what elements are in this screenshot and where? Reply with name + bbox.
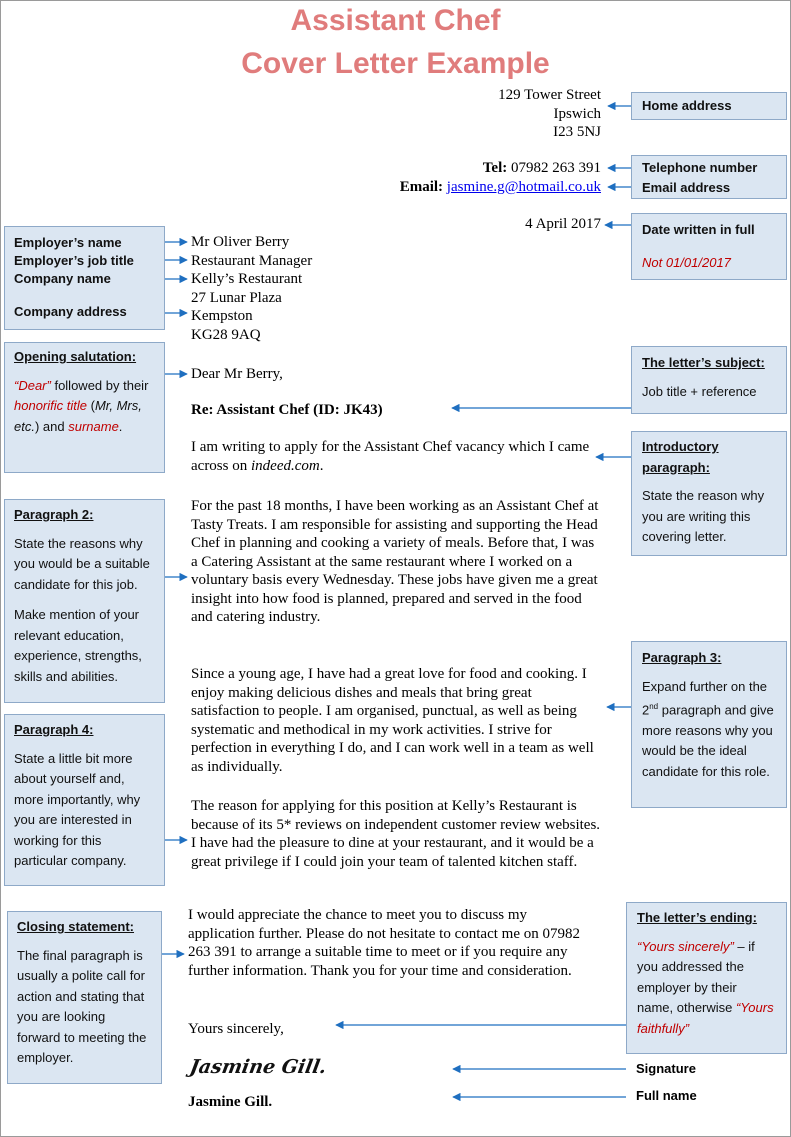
email-label: Email: xyxy=(399,179,444,195)
opening-examples: Mr, Mrs, etc. xyxy=(14,398,142,434)
email-link[interactable]: jasmine.g@hotmail.co.uk xyxy=(446,179,601,195)
opening-end: . xyxy=(118,418,123,434)
p4-text: State a little bit more about yourself and, more importantly, why you are interested in working for this particular company. xyxy=(14,750,141,868)
address-line: I23 5NJ xyxy=(553,124,601,140)
p3-sup: nd xyxy=(649,702,659,711)
email-address-label: Email address xyxy=(642,180,731,195)
ending-mid: – if you addressed the employer by their name, otherwise xyxy=(637,938,755,1015)
closing-paragraph: I would appreciate the chance to meet you to discuss my application further. Please do not hesitate to contact me on 07982 263 391 to arrange a suitable time to meet or if you require any further information. Thank you for your time and consideration. xyxy=(188,907,580,979)
opening-examples-open: ( xyxy=(86,398,95,413)
opening-examples-close: ) and xyxy=(34,418,69,434)
intro-text: State the reason why you are writing this covering letter. xyxy=(642,488,765,544)
recipient-line: KG28 9AQ xyxy=(191,326,261,343)
opening-surname: surname xyxy=(68,418,119,434)
recipient-line: Mr Oliver Berry xyxy=(191,234,290,250)
employer-job-title-label: Employer’s job title xyxy=(14,253,134,268)
p3-text-b: paragraph and give more reasons why you would be the ideal candidate for this role. xyxy=(642,702,774,779)
subject-line: Re: Assistant Chef (ID: JK43) xyxy=(191,402,383,418)
ending-heading: The letter’s ending: xyxy=(637,910,757,925)
opening-followed-by: followed by their xyxy=(50,377,149,393)
opening-dear: “Dear” xyxy=(14,377,51,393)
opening-honorific: honorific title xyxy=(14,398,87,413)
home-address-label: Home address xyxy=(642,98,732,113)
ending-q1: “Yours sincerely” xyxy=(637,938,734,954)
paragraph-4: The reason for applying for this position at Kelly’s Restaurant is because of its 5* reviews on independent customer review websites. I have had the pleasure to dine at your restaurant, and it would be a great privilege if I could join your team of talented kitchen staff. xyxy=(191,798,601,870)
signature-label: Signature xyxy=(636,1061,696,1076)
subject-heading: The letter’s subject: xyxy=(642,355,765,370)
p2-heading: Paragraph 2: xyxy=(14,507,94,522)
p4-heading: Paragraph 4: xyxy=(14,722,94,737)
intro-text: I am writing to apply for the Assistant Chef vacancy which I came across on xyxy=(191,439,590,474)
intro-heading: Introductory paragraph: xyxy=(642,439,719,475)
ending-q2: “Yours faithfully” xyxy=(637,1000,774,1036)
letter-date: 4 April 2017 xyxy=(525,216,601,232)
p3-heading: Paragraph 3: xyxy=(642,650,722,665)
closing-text: The final paragraph is usually a polite call for action and stating that you are looking forward to meeting the employer. xyxy=(17,947,147,1065)
subject-text: Job title + reference xyxy=(642,383,757,399)
employer-name-label: Employer’s name xyxy=(14,235,122,250)
tel-value: 07982 263 391 xyxy=(511,160,601,176)
p2-text-1: State the reasons why you would be a suitable candidate for this job. xyxy=(14,535,150,592)
date-heading: Date written in full xyxy=(642,222,755,237)
recipient-line: 27 Lunar Plaza xyxy=(191,289,282,306)
paragraph-3: Since a young age, I have had a great love for food and cooking. I enjoy making delicious dishes and meals that bring great satisfaction to people. I am organised, punctual, as well as being systematic and methodical in my work activities. I strive for perfection in everything I do, and I can work well in a team as well as individually. xyxy=(191,666,594,775)
paragraph-2: For the past 18 months, I have been working as an Assistant Chef at Tasty Treats. I am responsible for assisting and supporting the Head Chef in planning and cooking a variety of meals. Before that, I was a Catering Assistant at the same restaurant where I worked on a voluntary basis every Wednesday. These jobs have given me a great insight into how food is planned, prepared and served in the food and catering industry. xyxy=(191,498,599,625)
tel-label: Tel: xyxy=(482,160,508,176)
address-line: 129 Tower Street xyxy=(498,87,601,103)
recipient-line: Kelly’s Restaurant xyxy=(191,271,303,287)
full-name: Jasmine Gill. xyxy=(188,1094,273,1110)
company-address-label: Company address xyxy=(14,304,127,319)
date-note: Not 01/01/2017 xyxy=(642,254,731,270)
closing-heading: Closing statement: xyxy=(17,919,135,934)
title-line-1: Assistant Chef xyxy=(290,4,501,37)
signoff: Yours sincerely, xyxy=(188,1021,284,1037)
p2-text-2: Make mention of your relevant education, experience, strengths, skills and abilities. xyxy=(14,607,142,684)
telephone-label: Telephone number xyxy=(642,160,758,175)
intro-site: indeed.com xyxy=(251,457,320,474)
recipient-line: Restaurant Manager xyxy=(191,252,313,269)
recipient-line: Kempston xyxy=(191,308,253,324)
signature: Jasmine Gill. xyxy=(188,1056,329,1078)
full-name-label: Full name xyxy=(636,1088,697,1103)
title-line-2: Cover Letter Example xyxy=(241,47,550,80)
opening-heading: Opening salutation: xyxy=(14,349,137,364)
address-line: Ipswich xyxy=(553,105,601,122)
p3-text-a: Expand further on the 2 xyxy=(642,678,768,718)
intro-end: . xyxy=(319,457,324,474)
company-name-label: Company name xyxy=(14,271,111,286)
salutation: Dear Mr Berry, xyxy=(191,366,283,382)
